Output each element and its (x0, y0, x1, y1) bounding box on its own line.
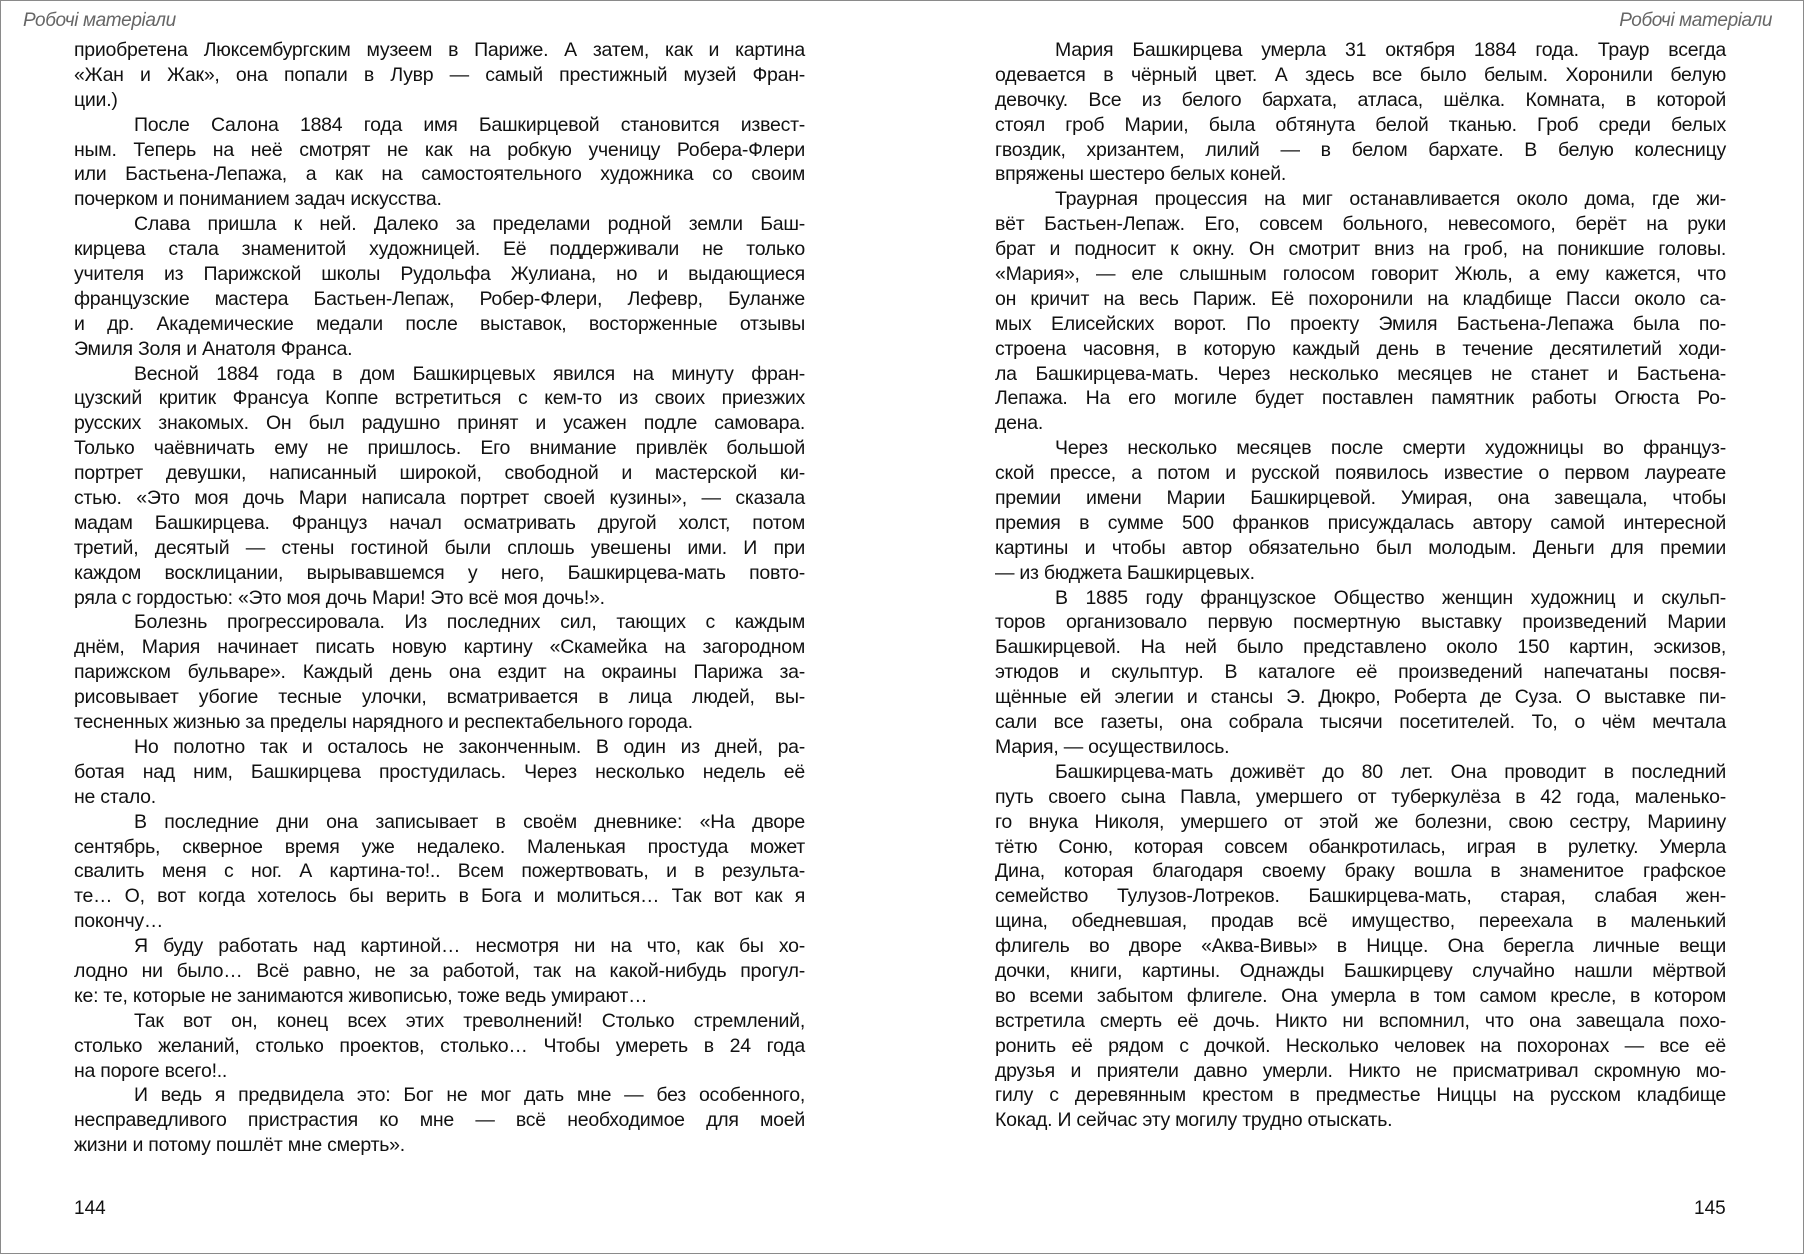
running-head-right: Робочі матеріали (1619, 10, 1772, 31)
text-line: во всеми забытом флигеле. Она умерла в том самом кресле, в котором (995, 984, 1726, 1007)
text-line: премия в сумме 500 франков присуждалась автору самой интересной (995, 511, 1726, 534)
text-line: Мария Башкирцева умерла 31 октября 1884 года. Траур всегда (1055, 39, 1726, 61)
text-line: гилу с деревянным крестом в предместье Ниццы на русском кладбище (995, 1084, 1726, 1107)
page-number-left: 144 (74, 1198, 106, 1219)
text-line: этюдов и скульптур. В каталоге её произведений напечатаны посвя- (995, 661, 1726, 684)
paragraph (74, 1009, 805, 1084)
text-line: брат и подносит к окну. Он смотрит вниз на гроб, на поникшие головы. (995, 238, 1726, 261)
text-line: дена. (995, 412, 1044, 435)
text-line: Башкирцевой. На ней было представлено около 150 картин, эскизов, (995, 636, 1726, 659)
text-line: цузский критик Франсуа Коппе встретиться с кем-то из своих приезжих (74, 387, 805, 410)
text-line: щённые ей элегии и стансы Э. Дюкро, Роберта де Суза. О выставке пи- (995, 686, 1726, 709)
text-line: Мария, — осуществилось. (995, 735, 1230, 758)
paragraph (995, 38, 1726, 187)
text-line: сентябрь, скверное время уже недалеко. Маленькая простуда может (74, 835, 805, 858)
text-line: Весной 1884 года в дом Башкирцевых явился на минуту фран- (134, 362, 805, 385)
text-line: несправедливого пристрастия ко мне — всё необходимое для моей (74, 1109, 805, 1132)
text-line: портрет девушки, написанный широкой, свободной и мастерской ки- (74, 462, 805, 485)
paragraph (74, 362, 805, 611)
text-line: почерком и пониманием задач искусства. (74, 188, 442, 211)
text-line: ции.) (74, 88, 118, 111)
text-line: Болезнь прогрессировала. Из последних сил, тающих с каждым (134, 611, 805, 634)
text-line: девочку. Все из белого бархата, атласа, шёлка. Комната, в которой (995, 88, 1726, 111)
text-line: «Мария», — еле слышным голосом говорит Жюль, а ему кажется, что (995, 263, 1726, 286)
text-line: одевается в чёрный цвет. А здесь все было белым. Хоронили белую (995, 63, 1726, 86)
text-line: вёт Бастьен-Лепаж. Его, совсем больного, невесомого, берёт на руки (995, 213, 1726, 236)
text-line: не стало. (74, 785, 156, 808)
text-line: торов организовало первую посмертную выставку произведений Марии (995, 611, 1726, 634)
text-line: щина, обедневшая, продав всё имущество, переехала в маленький (995, 910, 1726, 933)
paragraph (74, 810, 805, 934)
paragraph (74, 113, 805, 213)
text-line: семейство Тулузов-Лотреков. Башкирцева-мать, старая, слабая жен- (995, 885, 1726, 908)
left-page-text (74, 38, 805, 1158)
text-line: мадам Башкирцева. Француз начал осматривать другой холст, потом (74, 511, 805, 534)
text-line: Слава пришла к ней. Далеко за пределами родной земли Баш- (134, 213, 805, 236)
text-line: ряла с гордостью: «Это моя дочь Мари! Это всё моя дочь!». (74, 586, 605, 609)
text-line: он кричит на весь Париж. Её похоронили на кладбище Пасси около са- (995, 287, 1726, 310)
paragraph (74, 934, 805, 1009)
text-line: жизни и потому пошлёт мне смерть». (74, 1134, 405, 1157)
text-line: стоял гроб Марии, была обтянута белой тканью. Гроб среди белых (995, 113, 1726, 136)
text-line: стью. «Это моя дочь Мари написала портрет своей кузины», — сказала (74, 487, 805, 510)
text-line: дочки, книги, картины. Однажды Башкирцеву случайно нашли мёртвой (995, 959, 1726, 982)
text-line: «Жан и Жак», она попали в Лувр — самый престижный музей Фран- (74, 63, 805, 86)
text-line: картины и чтобы автор обязательно был молодым. Деньги для премии (995, 536, 1726, 559)
text-line: ным. Теперь на неё смотрят не как на робкую ученицу Робера-Флери (74, 138, 805, 161)
text-line: Эмиля Золя и Анатоля Франса. (74, 337, 353, 360)
text-line: Траурная процессия на миг останавливается около дома, где жи- (1055, 188, 1726, 211)
text-line: Лепажа. На его могиле будет поставлен памятник работы Огюста Ро- (995, 387, 1726, 410)
text-line: тётю Соню, которая совсем обанкротилась, играя в рулетку. Умерла (995, 835, 1726, 858)
text-line: ронить её рядом с дочкой. Несколько человек на похоронах — все её (995, 1034, 1726, 1057)
text-line: Кокад. И сейчас эту могилу трудно отыскать. (995, 1109, 1393, 1132)
text-line: те… О, вот когда хотелось бы верить в Бога и молиться… Так вот как я (74, 885, 805, 908)
text-line: приобретена Люксембургским музеем в Париже. А затем, как и картина (74, 39, 805, 61)
text-line: ке: те, которые не занимаются живописью, тоже ведь умирают… (74, 984, 648, 1007)
text-line: на пороге всего!.. (74, 1059, 228, 1082)
text-line: Только чаёвничать ему не пришлось. Его внимание привлёк большой (74, 437, 805, 460)
text-line: ской прессе, а потом и русской появилось известие о первом лауреате (995, 462, 1726, 485)
text-line: сали все газеты, она собрала тысячи посетителей. То, о чём мечтала (995, 711, 1726, 734)
text-line: В 1885 году французское Общество женщин художниц и скульп- (1055, 586, 1726, 609)
text-line: В последние дни она записывает в своём дневнике: «На дворе (134, 810, 805, 833)
paragraph (995, 586, 1726, 760)
text-line: покончу… (74, 910, 164, 933)
text-line: днём, Мария начинает писать новую картину «Скамейка на загородном (74, 636, 805, 659)
text-line: друзья и приятели давно умерли. Никто не присматривал скромную мо- (995, 1059, 1726, 1082)
paragraph (995, 436, 1726, 585)
text-line: тесненных жизнью за пределы нарядного и респектабельного города. (74, 711, 693, 734)
text-line: Дина, которая благодаря своему браку вошла в знаменитое графское (995, 860, 1726, 883)
text-line: свалить меня с ног. А картина-то!.. Всем пожертвовать, и в результа- (74, 860, 805, 883)
paragraph (74, 610, 805, 734)
text-line: Я буду работать над картиной… несмотря ни на что, как бы хо- (134, 935, 805, 958)
text-line: мых Елисейских ворот. По проекту Эмиля Бастьена-Лепажа была по- (995, 312, 1726, 335)
text-line: ботая над ним, Башкирцева простудилась. Через несколько недель её (74, 760, 805, 783)
text-line: русских знакомых. Он был радушно принят и усажен подле самовара. (74, 412, 805, 435)
paragraph (74, 38, 805, 113)
paragraph (74, 212, 805, 361)
text-line: столько желаний, столько проектов, столько… Чтобы умереть в 24 года (74, 1034, 805, 1057)
text-line: учителя из Парижской школы Рудольфа Жулиана, но и выдающиеся (74, 263, 805, 286)
right-page-text (995, 38, 1726, 1133)
text-line: Башкирцева-мать доживёт до 80 лет. Она проводит в последний (1055, 760, 1726, 783)
paragraph (74, 1083, 805, 1158)
text-line: И ведь я предвидела это: Бог не мог дать мне — без особенного, (134, 1084, 805, 1107)
running-head-left: Робочі матеріали (23, 10, 176, 31)
text-line: встретила смерть её дочь. Никто ни вспомнил, что она завещала похо- (995, 1009, 1726, 1032)
text-line: и др. Академические медали после выставок, восторженные отзывы (74, 312, 805, 335)
text-line: или Бастьена-Лепажа, а как на самостоятельного художника со своим (74, 163, 805, 186)
text-line: рисовывает убогие тесные улочки, всматривается в лица людей, вы- (74, 686, 805, 709)
text-line: парижском бульваре». Каждый день она ездит на окраины Парижа за- (74, 661, 805, 684)
text-line: французские мастера Бастьен-Лепаж, Робер-Флери, Лефевр, Буланже (74, 287, 805, 310)
text-line: го внука Николя, умершего от этой же болезни, свою сестру, Мариину (995, 810, 1726, 833)
text-line: Так вот он, конец всех этих треволнений! Столько стремлений, (134, 1009, 805, 1032)
text-line: третий, десятый — стены гостиной были сплошь увешены ими. И при (74, 536, 805, 559)
text-line: гвоздик, хризантем, лилий — в белом бархате. В белую колесницу (995, 138, 1726, 161)
page-number-right: 145 (1694, 1198, 1726, 1219)
text-line: После Салона 1884 года имя Башкирцевой становится извест- (134, 113, 805, 136)
text-line: премии имени Марии Башкирцевой. Умирая, она завещала, чтобы (995, 487, 1726, 510)
text-line: Но полотно так и осталось не законченным. В один из дней, ра- (134, 735, 805, 758)
text-line: лодно ни было… Всё равно, не за работой, так на какой-нибудь прогул- (74, 959, 805, 982)
text-line: кирцева стала знаменитой художницей. Её поддерживали не только (74, 238, 805, 261)
text-line: ла Башкирцева-мать. Через несколько месяцев не станет и Бастьена- (995, 362, 1726, 385)
paragraph (995, 760, 1726, 1133)
text-line: Через несколько месяцев после смерти художницы во француз- (1055, 437, 1726, 460)
paragraph (74, 735, 805, 810)
text-line: — из бюджета Башкирцевых. (995, 561, 1255, 584)
text-line: каждом восклицании, вырывавшемся у него, Башкирцева-мать повто- (74, 561, 805, 584)
text-line: впряжены шестеро белых коней. (995, 163, 1287, 186)
text-line: флигель во дворе «Аква-Вивы» в Ницце. Она берегла личные вещи (995, 935, 1726, 958)
paragraph (995, 187, 1726, 436)
text-line: путь своего сына Павла, умершего от туберкулёза в 42 года, маленько- (995, 785, 1726, 808)
text-line: строена часовня, в которую каждый день в течение десятилетий ходи- (995, 337, 1726, 360)
